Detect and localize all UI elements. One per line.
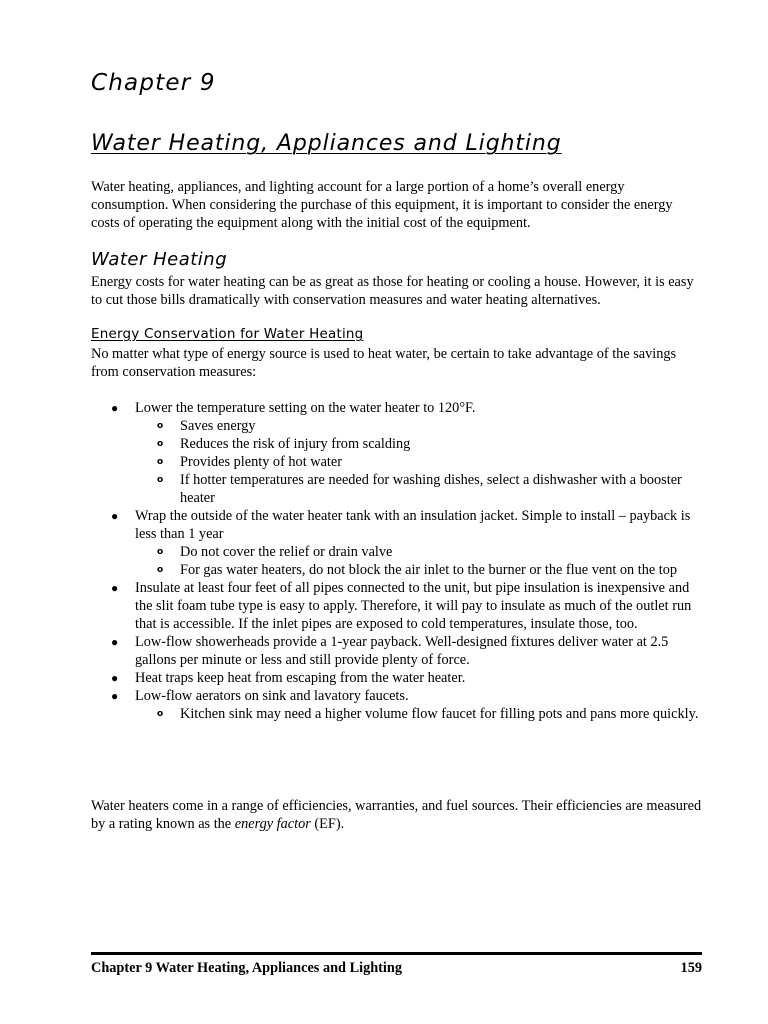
footer-divider (91, 952, 702, 955)
bullet-icon: ● (111, 635, 119, 649)
sub-bullet-text: Reduces the risk of injury from scalding (180, 436, 411, 452)
bullet-item (91, 579, 703, 633)
sub-bullet-icon: o (157, 709, 164, 719)
sub-bullet-text: Provides plenty of hot water (180, 454, 342, 470)
bullet-icon: ● (111, 671, 119, 685)
intro-paragraph: Water heating, appliances, and lighting account for a large portion of a home’s overall energy consumption. When considering the purchase of this equipment, it is important to consider the energy costs of operating the equipment along with the initial cost of the equipment. (91, 179, 673, 231)
bullet-icon: ● (111, 401, 119, 415)
bullet-icon: ● (111, 689, 119, 703)
sub-bullet-icon: o (157, 457, 164, 467)
bullet-icon: ● (111, 581, 119, 595)
sub-bullet-icon: o (157, 475, 164, 485)
sub-bullet-text: Do not cover the relief or drain valve (180, 544, 393, 560)
closing-text: Water heaters come in a range of efficiencies, warranties, and fuel sources. Their efficiencies are measured by a rating known as the (91, 798, 702, 832)
section-heading: Water Heating (91, 249, 228, 270)
sub-bullet-text: For gas water heaters, do not block the air inlet to the burner or the flue vent on the top (180, 562, 678, 578)
bullet-text: Low-flow showerheads provide a 1-year payback. Well-designed fixtures deliver water at 2.5 gallons per minute or less and still provide plenty of force. (135, 634, 669, 668)
bullet-text: Insulate at least four feet of all pipes connected to the unit, but pipe insulation is inexpensive and the slit foam tube type is easy to apply. Therefore, it will pay to insulate as much of the outlet run that is accessible. If the inlet pipes are exposed to cold temperatures, insulate those, too. (135, 580, 692, 632)
closing-text-end: (EF). (310, 816, 345, 832)
sub-bullet-list (135, 705, 703, 723)
chapter-label: Chapter 9 (91, 70, 216, 96)
sub-bullet-icon: o (157, 421, 164, 431)
sub-bullet-item (135, 471, 703, 507)
subsection-heading: Energy Conservation for Water Heating (91, 326, 364, 342)
bullet-icon: ● (111, 509, 119, 523)
footer-title: Chapter 9 Water Heating, Appliances and Lighting (91, 960, 403, 976)
sub-bullet-icon: o (157, 547, 164, 557)
sub-bullet-icon: o (157, 565, 164, 575)
sub-bullet-item (135, 561, 703, 579)
sub-bullet-item (135, 453, 703, 471)
bullet-text: Lower the temperature setting on the water heater to 120°F. (135, 400, 476, 416)
bullet-item (91, 633, 703, 669)
sub-bullet-icon: o (157, 439, 164, 449)
bullet-item (91, 507, 703, 579)
bullet-text: Low-flow aerators on sink and lavatory faucets. (135, 688, 409, 704)
section-paragraph: Energy costs for water heating can be as great as those for heating or cooling a house. However, it is easy to cut those bills dramatically with conservation measures and water heating alternatives. (91, 274, 694, 308)
page-number: 159 (680, 960, 702, 976)
bullet-item (91, 687, 703, 723)
sub-bullet-text: If hotter temperatures are needed for washing dishes, select a dishwasher with a booster heater (180, 472, 682, 506)
sub-bullet-item (135, 705, 703, 723)
bullet-text: Wrap the outside of the water heater tank with an insulation jacket. Simple to install – payback is less than 1 year (135, 508, 691, 542)
energy-factor-term: energy factor (234, 816, 311, 832)
bullet-item (91, 399, 703, 507)
sub-bullet-text: Saves energy (180, 418, 256, 434)
sub-bullet-item (135, 435, 703, 453)
subsection-paragraph: No matter what type of energy source is used to heat water, be certain to take advantage of the savings from conservation measures: (91, 346, 677, 380)
sub-bullet-list (135, 417, 703, 507)
sub-bullet-item (135, 543, 703, 561)
sub-bullet-text: Kitchen sink may need a higher volume flow faucet for filling pots and pans more quickly. (180, 706, 699, 722)
bullet-item (91, 669, 703, 687)
bullet-text: Heat traps keep heat from escaping from the water heater. (135, 670, 466, 686)
chapter-title: Water Heating, Appliances and Lighting (91, 131, 562, 156)
closing-paragraph (91, 797, 703, 833)
conservation-bullet-list (91, 399, 703, 723)
sub-bullet-list (135, 543, 703, 579)
sub-bullet-item (135, 417, 703, 435)
